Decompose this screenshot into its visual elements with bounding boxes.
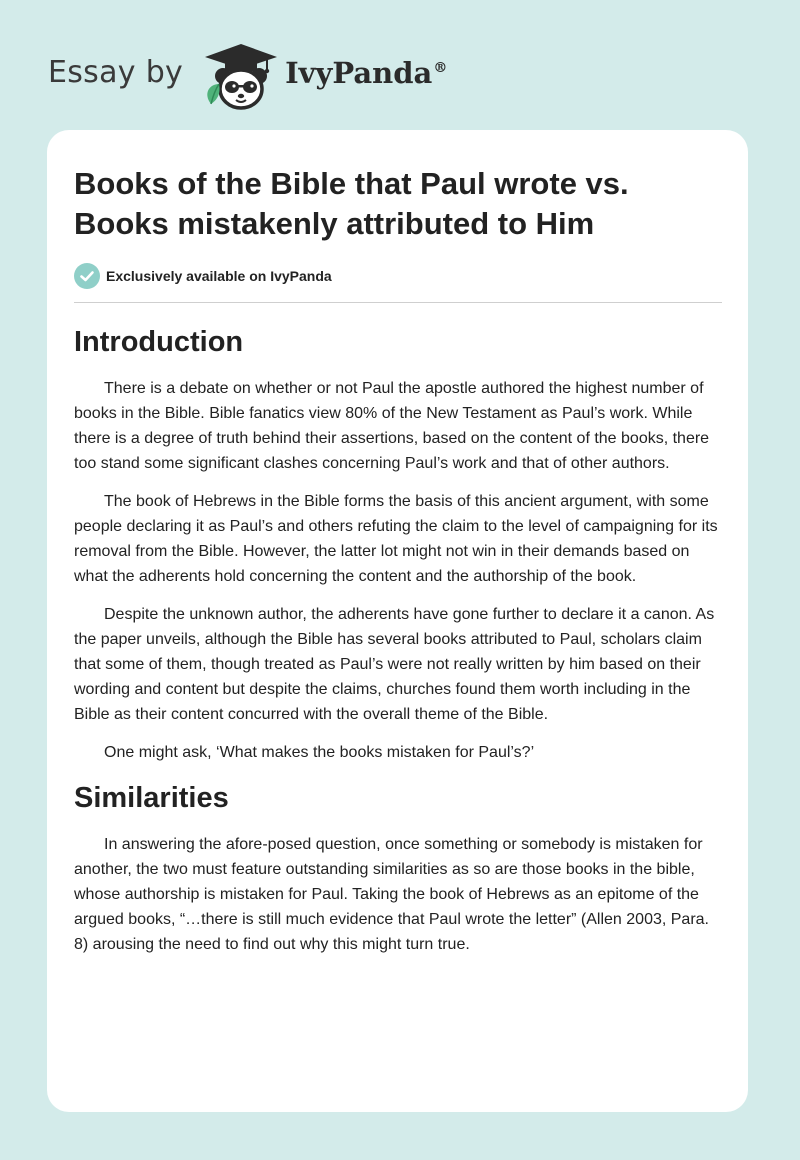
paragraph: Despite the unknown author, the adherents have gone further to declare it a canon. As the paper unveils, although the Bible has several books attributed to Paul, scholars claim that some of them, though treated as Paul’s were not really written by him based on their wording and content but despite the claims, churches found them worth including in the Bible as their content concurred with the overall theme of the Bible.	[74, 606, 715, 723]
panda-logo-icon[interactable]	[197, 36, 281, 112]
paragraph: In answering the afore-posed question, once something or somebody is mistaken for another, the two must feature outstanding similarities as so are those books in the bible, whose authorship is mistaken for Paul. Taking the book of Hebrews as an epitome of the argued books, “…there is still much evidence that Paul wrote the letter” (Allen 2003, Para. 8) arousing the need to find out why this might turn true.	[74, 836, 709, 953]
site-header	[48, 36, 447, 112]
exclusive-badge-label: Exclusively available on IvyPanda	[106, 268, 332, 284]
brand-name[interactable]	[285, 56, 447, 90]
essay-body	[74, 322, 722, 970]
paragraph: The book of Hebrews in the Bible forms the basis of this ancient argument, with some people declaring it as Paul’s and others refuting the claim to the level of campaigning for its removal from the Bible. However, the latter lot might not win in their demands based on what the adherents hold concerning the content and the authorship of the book.	[74, 493, 718, 585]
section-heading-similarities: Similarities	[74, 782, 229, 814]
registered-mark: ®	[433, 60, 448, 77]
brand-name-text: IvyPanda	[285, 56, 433, 90]
essay-title: Books of the Bible that Paul wrote vs. Books mistakenly attributed to Him	[74, 166, 629, 241]
check-circle-icon	[74, 263, 100, 289]
section-heading-introduction: Introduction	[74, 326, 244, 358]
paragraph: There is a debate on whether or not Paul the apostle authored the highest number of books in the Bible. Bible fanatics view 80% of the New Testament as Paul’s work. While there is a degree of truth behind their assertions, based on the content of the books, there too stand some significant clashes concerning Paul’s work and that of other authors.	[74, 380, 710, 472]
essay-by-label: Essay by	[48, 54, 184, 90]
exclusive-badge	[74, 263, 332, 289]
paragraph: One might ask, ‘What makes the books mistaken for Paul’s?’	[104, 744, 535, 761]
title-divider	[74, 302, 722, 303]
essay-card	[47, 130, 748, 1112]
